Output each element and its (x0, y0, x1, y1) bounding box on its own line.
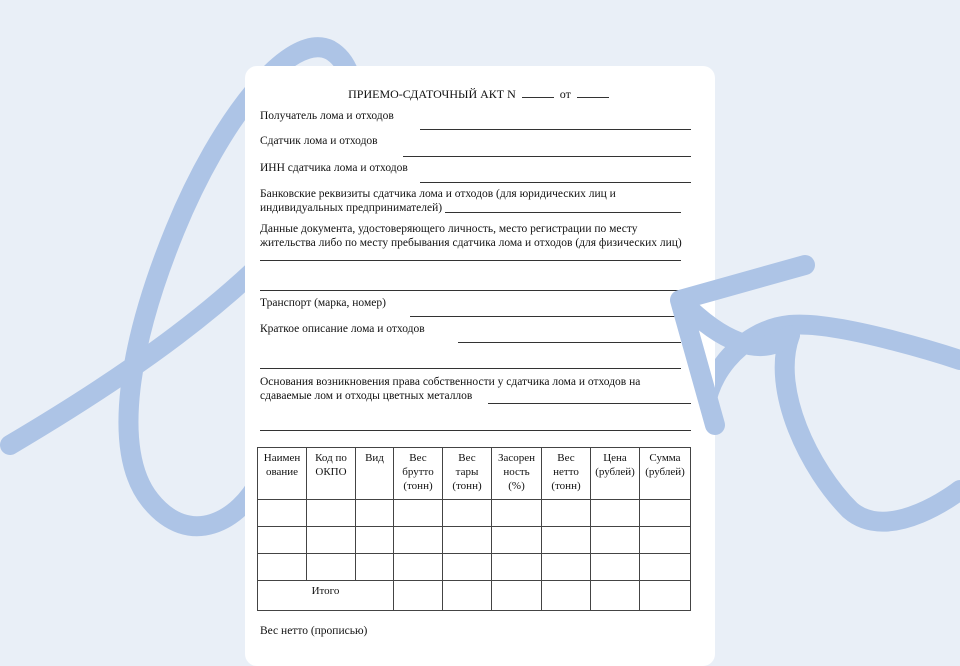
document-title (245, 86, 715, 102)
col-gross-header: Вес брутто (тонн) (394, 448, 443, 500)
doc-line-1 (260, 260, 681, 261)
col-contamination-header: Засорен ность (%) (492, 448, 542, 500)
supplier-label: Сдатчик лома и отходов (260, 135, 378, 147)
act-number-blank (522, 86, 554, 98)
document-sheet (245, 66, 715, 666)
title-text: ПРИЕМО-СДАТОЧНЫЙ АКТ N (348, 87, 516, 101)
col-price-header: Цена (рублей) (591, 448, 640, 500)
total-label: Итого (258, 581, 394, 611)
col-name-header: Наимен ование (258, 448, 307, 500)
total-row (258, 581, 691, 611)
scrap-items-table (257, 447, 691, 611)
net-weight-words-label: Вес нетто (прописью) (260, 625, 368, 637)
ownership-line-2 (260, 430, 691, 431)
recipient-label: Получатель лома и отходов (260, 110, 394, 122)
table-row (258, 527, 691, 554)
doc-label-line1: Данные документа, удостоверяющего личность, место регистрации по месту (260, 223, 638, 235)
col-okpo-header: Код по ОКПО (307, 448, 356, 500)
recipient-line (420, 129, 691, 130)
ownership-label-line1: Основания возникновения права собственности у сдатчика лома и отходов на (260, 376, 641, 388)
doc-label-line2: жительства либо по месту пребывания сдатчика лома и отходов (для физических лиц) (260, 237, 682, 249)
ownership-label-line2: сдаваемые лом и отходы цветных металлов (260, 390, 473, 402)
col-net-header: Вес нетто (тонн) (542, 448, 591, 500)
bank-label-line2: индивидуальных предпринимателей) (260, 202, 443, 214)
bank-line (445, 212, 681, 213)
act-date-blank (577, 86, 609, 98)
description-label: Краткое описание лома и отходов (260, 323, 425, 335)
ownership-line-1 (488, 403, 691, 404)
col-sum-header: Сумма (рублей) (640, 448, 691, 500)
transport-label: Транспорт (марка, номер) (260, 297, 386, 309)
doc-line-2 (260, 290, 681, 291)
bank-label-line1: Банковские реквизиты сдатчика лома и отходов (для юридических лиц и (260, 188, 616, 200)
table-row (258, 554, 691, 581)
inn-line (420, 182, 691, 183)
table-header-row (258, 448, 691, 500)
supplier-line (403, 156, 691, 157)
title-from: от (559, 87, 571, 101)
description-line-2 (260, 368, 681, 369)
table-row (258, 500, 691, 527)
description-line-1 (458, 342, 681, 343)
inn-label: ИНН сдатчика лома и отходов (260, 162, 408, 174)
transport-line (410, 316, 681, 317)
col-tare-header: Вес тары (тонн) (443, 448, 492, 500)
col-type-header: Вид (356, 448, 394, 500)
